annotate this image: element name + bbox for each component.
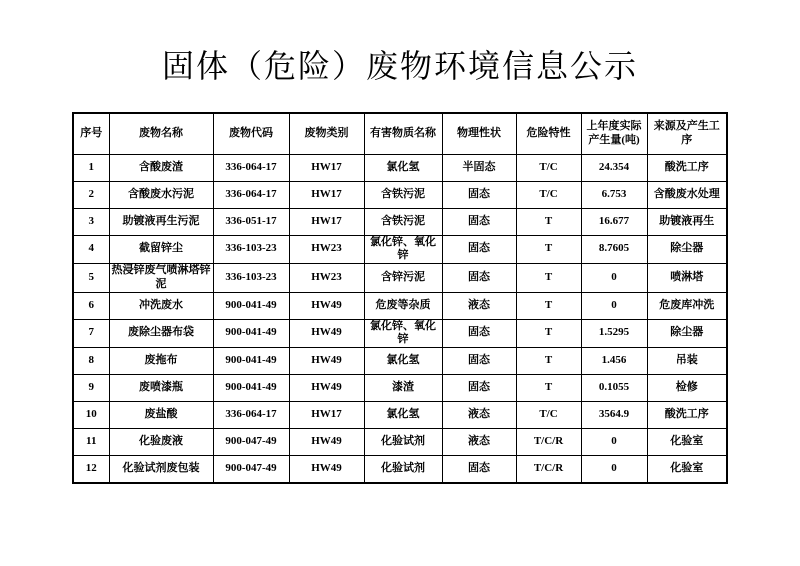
cell-annual-quantity: 0 <box>581 456 647 484</box>
cell-harmful-substance: 含铁污泥 <box>364 208 442 235</box>
cell-hazard-characteristic: T <box>516 264 581 293</box>
cell-harmful-substance: 氯化氢 <box>364 348 442 375</box>
cell-waste-code: 900-047-49 <box>213 456 289 484</box>
cell-physical-state: 液态 <box>442 292 516 319</box>
cell-source-process: 除尘器 <box>647 319 727 348</box>
cell-physical-state: 固态 <box>442 264 516 293</box>
cell-annual-quantity: 16.677 <box>581 208 647 235</box>
header-annual-quantity: 上年度实际产生量(吨) <box>581 113 647 155</box>
cell-annual-quantity: 1.456 <box>581 348 647 375</box>
cell-annual-quantity: 1.5295 <box>581 319 647 348</box>
table-row <box>73 319 727 348</box>
cell-harmful-substance: 含锌污泥 <box>364 264 442 293</box>
cell-serial-number: 2 <box>73 181 109 208</box>
cell-waste-code: 336-064-17 <box>213 154 289 181</box>
page-title: 固体（危险）废物环境信息公示 <box>161 48 638 84</box>
table-row <box>73 154 727 181</box>
cell-source-process: 化验室 <box>647 456 727 484</box>
cell-waste-category: HW49 <box>289 319 364 348</box>
cell-annual-quantity: 24.354 <box>581 154 647 181</box>
cell-waste-name: 助镀液再生污泥 <box>109 208 213 235</box>
cell-waste-code: 336-064-17 <box>213 402 289 429</box>
cell-physical-state: 固态 <box>442 375 516 402</box>
cell-waste-code: 336-103-23 <box>213 264 289 293</box>
cell-source-process: 助镀液再生 <box>647 208 727 235</box>
cell-waste-category: HW17 <box>289 181 364 208</box>
cell-waste-category: HW17 <box>289 402 364 429</box>
table-row <box>73 264 727 293</box>
cell-harmful-substance: 氯化氢 <box>364 154 442 181</box>
header-hazard-characteristic: 危险特性 <box>516 113 581 155</box>
cell-waste-category: HW49 <box>289 348 364 375</box>
cell-harmful-substance: 漆渣 <box>364 375 442 402</box>
cell-waste-code: 900-041-49 <box>213 348 289 375</box>
table-row <box>73 456 727 484</box>
cell-waste-category: HW49 <box>289 375 364 402</box>
header-waste-category: 废物类别 <box>289 113 364 155</box>
cell-source-process: 酸洗工序 <box>647 154 727 181</box>
cell-waste-code: 336-064-17 <box>213 181 289 208</box>
cell-annual-quantity: 0 <box>581 264 647 293</box>
cell-hazard-characteristic: T/C/R <box>516 429 581 456</box>
header-source-process: 来源及产生工序 <box>647 113 727 155</box>
cell-waste-category: HW23 <box>289 235 364 264</box>
table-row <box>73 181 727 208</box>
cell-physical-state: 固态 <box>442 319 516 348</box>
cell-hazard-characteristic: T <box>516 348 581 375</box>
cell-waste-code: 336-103-23 <box>213 235 289 264</box>
cell-harmful-substance: 氯化锌、氧化锌 <box>364 319 442 348</box>
cell-waste-name: 含酸废渣 <box>109 154 213 181</box>
cell-waste-name: 废盐酸 <box>109 402 213 429</box>
table-header-row <box>73 113 727 155</box>
cell-serial-number: 4 <box>73 235 109 264</box>
cell-serial-number: 7 <box>73 319 109 348</box>
cell-waste-name: 热浸锌废气喷淋塔锌泥 <box>109 264 213 293</box>
cell-source-process: 酸洗工序 <box>647 402 727 429</box>
table-row <box>73 402 727 429</box>
cell-harmful-substance: 危废等杂质 <box>364 292 442 319</box>
cell-serial-number: 12 <box>73 456 109 484</box>
cell-serial-number: 11 <box>73 429 109 456</box>
cell-annual-quantity: 8.7605 <box>581 235 647 264</box>
cell-waste-code: 900-047-49 <box>213 429 289 456</box>
cell-physical-state: 液态 <box>442 402 516 429</box>
cell-annual-quantity: 6.753 <box>581 181 647 208</box>
cell-hazard-characteristic: T <box>516 292 581 319</box>
cell-physical-state: 固态 <box>442 208 516 235</box>
cell-waste-category: HW23 <box>289 264 364 293</box>
cell-serial-number: 6 <box>73 292 109 319</box>
waste-info-table <box>72 112 728 485</box>
cell-source-process: 检修 <box>647 375 727 402</box>
cell-harmful-substance: 含铁污泥 <box>364 181 442 208</box>
cell-waste-category: HW49 <box>289 429 364 456</box>
cell-hazard-characteristic: T <box>516 319 581 348</box>
cell-physical-state: 固态 <box>442 456 516 484</box>
cell-serial-number: 3 <box>73 208 109 235</box>
cell-hazard-characteristic: T/C <box>516 402 581 429</box>
cell-waste-name: 冲洗废水 <box>109 292 213 319</box>
cell-waste-category: HW49 <box>289 456 364 484</box>
cell-hazard-characteristic: T <box>516 208 581 235</box>
cell-annual-quantity: 3564.9 <box>581 402 647 429</box>
cell-waste-name: 废喷漆瓶 <box>109 375 213 402</box>
header-serial-number: 序号 <box>73 113 109 155</box>
cell-waste-name: 废除尘器布袋 <box>109 319 213 348</box>
cell-serial-number: 10 <box>73 402 109 429</box>
cell-waste-category: HW49 <box>289 292 364 319</box>
cell-annual-quantity: 0 <box>581 429 647 456</box>
cell-harmful-substance: 化验试剂 <box>364 456 442 484</box>
cell-serial-number: 1 <box>73 154 109 181</box>
table-row <box>73 208 727 235</box>
cell-waste-code: 900-041-49 <box>213 375 289 402</box>
header-physical-state: 物理性状 <box>442 113 516 155</box>
cell-hazard-characteristic: T <box>516 375 581 402</box>
cell-annual-quantity: 0 <box>581 292 647 319</box>
cell-waste-name: 化验废液 <box>109 429 213 456</box>
cell-waste-code: 900-041-49 <box>213 319 289 348</box>
table-row <box>73 235 727 264</box>
cell-physical-state: 固态 <box>442 181 516 208</box>
cell-source-process: 吊装 <box>647 348 727 375</box>
cell-serial-number: 9 <box>73 375 109 402</box>
table-row <box>73 429 727 456</box>
cell-physical-state: 固态 <box>442 235 516 264</box>
cell-harmful-substance: 化验试剂 <box>364 429 442 456</box>
cell-waste-category: HW17 <box>289 154 364 181</box>
cell-physical-state: 液态 <box>442 429 516 456</box>
cell-source-process: 喷淋塔 <box>647 264 727 293</box>
cell-waste-name: 废拖布 <box>109 348 213 375</box>
cell-waste-name: 含酸废水污泥 <box>109 181 213 208</box>
table-body <box>73 154 727 483</box>
cell-harmful-substance: 氯化氢 <box>364 402 442 429</box>
header-waste-code: 废物代码 <box>213 113 289 155</box>
table-row <box>73 348 727 375</box>
cell-harmful-substance: 氯化锌、氧化锌 <box>364 235 442 264</box>
cell-physical-state: 半固态 <box>442 154 516 181</box>
cell-waste-code: 900-041-49 <box>213 292 289 319</box>
cell-source-process: 危废库冲洗 <box>647 292 727 319</box>
cell-source-process: 化验室 <box>647 429 727 456</box>
cell-source-process: 除尘器 <box>647 235 727 264</box>
cell-hazard-characteristic: T/C <box>516 181 581 208</box>
header-harmful-substance: 有害物质名称 <box>364 113 442 155</box>
table-row <box>73 292 727 319</box>
cell-hazard-characteristic: T <box>516 235 581 264</box>
cell-waste-code: 336-051-17 <box>213 208 289 235</box>
header-waste-name: 废物名称 <box>109 113 213 155</box>
table-row <box>73 375 727 402</box>
cell-physical-state: 固态 <box>442 348 516 375</box>
cell-waste-name: 截留锌尘 <box>109 235 213 264</box>
cell-source-process: 含酸废水处理 <box>647 181 727 208</box>
cell-waste-name: 化验试剂废包装 <box>109 456 213 484</box>
cell-serial-number: 8 <box>73 348 109 375</box>
cell-waste-category: HW17 <box>289 208 364 235</box>
cell-annual-quantity: 0.1055 <box>581 375 647 402</box>
cell-hazard-characteristic: T/C <box>516 154 581 181</box>
cell-serial-number: 5 <box>73 264 109 293</box>
cell-hazard-characteristic: T/C/R <box>516 456 581 484</box>
